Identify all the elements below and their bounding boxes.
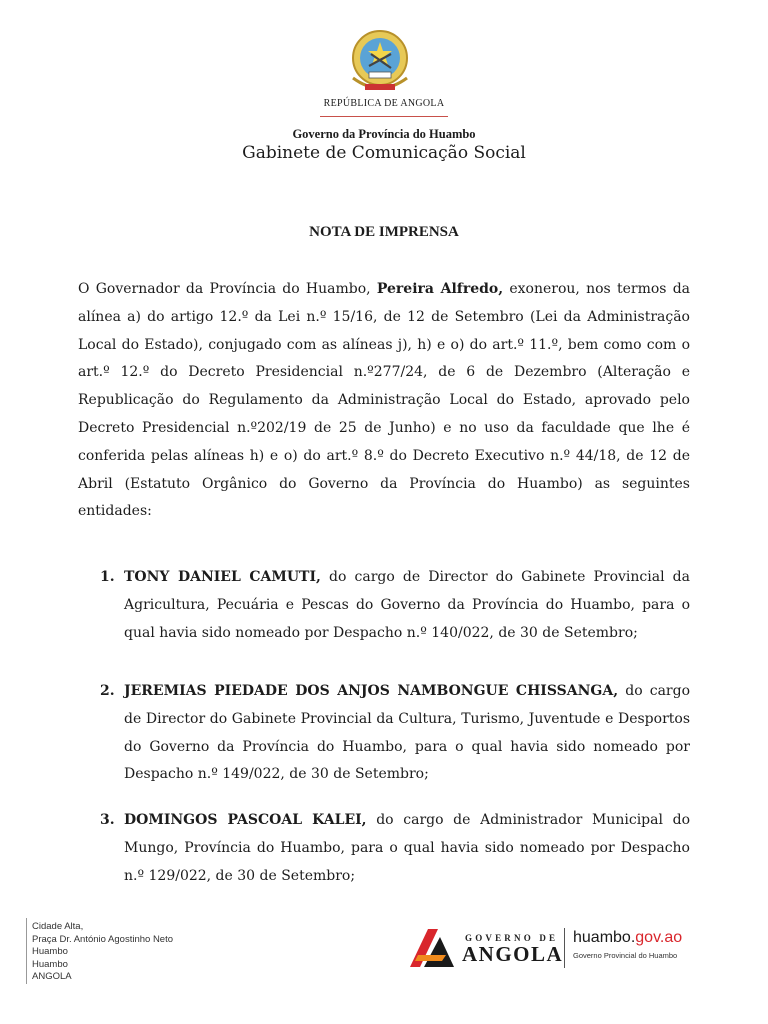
governo-de-angola-logo-icon: [406, 927, 458, 969]
angola-coat-of-arms-icon: [347, 28, 413, 96]
header-divider: [320, 116, 448, 117]
intro-before-name: O Governador da Província do Huambo,: [78, 281, 377, 297]
list-item-name: JEREMIAS PIEDADE DOS ANJOS NAMBONGUE CHISSANGA,: [124, 683, 619, 699]
address-line: ANGOLA: [32, 971, 72, 982]
list-item-number: 3.: [100, 812, 115, 828]
website-link[interactable]: [573, 929, 682, 947]
list-item: [100, 807, 691, 890]
address-line: Huambo: [32, 958, 68, 970]
republic-label: REPÚBLICA DE ANGOLA: [323, 98, 445, 109]
website-accent: gov.ao: [635, 929, 683, 946]
list-item-number: 2.: [100, 683, 115, 699]
gov-logo-small-text: GOVERNO DE: [465, 933, 559, 943]
list-item-name: TONY DANIEL CAMUTI,: [124, 569, 321, 585]
address-line: Praça Dr. António Agostinho Neto: [32, 933, 174, 945]
list-item: [100, 678, 690, 789]
governor-name: Pereira Alfredo,: [376, 281, 504, 297]
office-name: Gabinete de Comunicação Social: [242, 143, 526, 163]
document-title: NOTA DE IMPRENSA: [309, 224, 459, 240]
address-line: Huambo: [32, 946, 68, 957]
list-item-text: do cargo de Director do Gabinete Provincial da Agricultura, Pecuária e Pescas do Governo da Província do Huambo, para o qual havia sido nomeado por Despacho n.º 140/022, de 30 de Setembro;: [124, 569, 690, 641]
website-main: huambo.: [573, 929, 636, 946]
list-item-name: DOMINGOS PASCOAL KALEI,: [124, 812, 367, 828]
government-name: Governo da Província do Huambo: [292, 127, 476, 141]
address-line: Cidade Alta,: [32, 921, 84, 932]
list-item-text: do cargo de Director do Gabinete Provincial da Cultura, Turismo, Juventude e Desportos do Governo da Província do Huambo, para o qual havia sido nomeado por Despacho n.º 149/022, de 30 de Setembro;: [124, 683, 690, 783]
website-subtitle: Governo Provincial do Huambo: [573, 951, 678, 960]
list-item-text: do cargo de Administrador Municipal do Mungo, Província do Huambo, para o qual havia sido nomeado por Despacho n.º 129/022, de 30 de Setembro;: [124, 812, 691, 884]
gov-logo-big-text: ANGOLA: [462, 942, 564, 966]
intro-paragraph: [78, 276, 690, 526]
footer-divider: [26, 918, 27, 984]
intro-after-name: exonerou, nos termos da alínea a) do artigo 12.º da Lei n.º 15/16, de 12 de Setembro (Lei da Administração Local do Estado), conjugado com as alíneas j), h) e o) do art.º 11.º, bem como com o art.º 12.º do Decreto Presidencial n.º277/24, de 6 de Dezembro (Alteração e Republicação do Regulamento da Administração Local do Estado, aprovado pelo Decreto Presidencial n.º202/19 de 25 de Junho) e no uso da faculdade que lhe é conferida pelas alíneas h) e o) do art.º 8.º do Decreto Executivo n.º 44/18, de 12 de Abril (Estatuto Orgânico do Governo da Província do Huambo) as seguintes entidades:: [78, 281, 691, 520]
list-item: [100, 564, 690, 647]
footer-logo-separator: [564, 928, 565, 968]
list-item-number: 1.: [100, 569, 115, 585]
footer-address: [32, 921, 173, 984]
